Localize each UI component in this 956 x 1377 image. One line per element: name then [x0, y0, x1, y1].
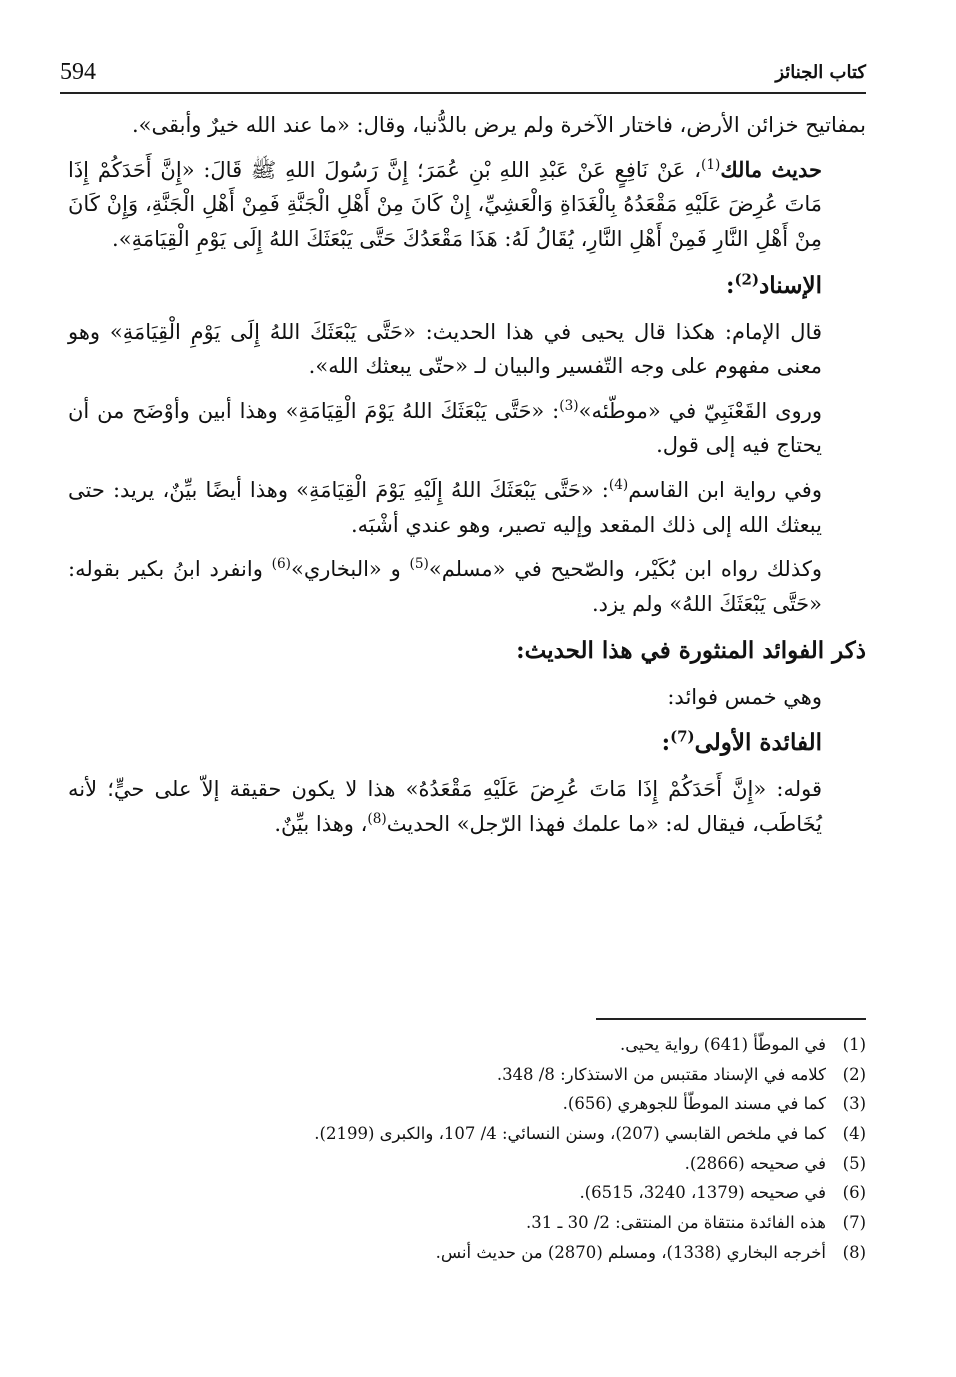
footnote-ref: (1) — [701, 156, 721, 173]
paragraph-4: وروى القَعْنَبِيّ في «موطّئه»$^{(3)}$: «حَتَّى يَبْعَثَكَ اللهُ يَوْمَ الْقِيَامَةِ» وهذا أبين وأوْضَح من أن يحتاج فيه إلى قول. — [68, 397, 822, 458]
footnote: (8) أخرجه البخاري (1338)، ومسلم (2870) من حديث أنس. — [435, 1242, 866, 1262]
hadith-lead: حديث مالك — [720, 156, 822, 182]
paragraph-5: وفي رواية ابن القاسم$^{(4)}$: «حَتَّى يَبْعَثَكَ اللهُ إِلَيْهِ يَوْمَ الْقِيَامَةِ» وهذا أيضًا بيِّنٌ، يريد: حتى يبعثك الله إلى ذلك المقعد وإليه تصير، وهو عندي أشْبَه. — [68, 477, 822, 537]
heading-first-benefit: الفائدة الأولى$^{(7)}$: — [661, 727, 822, 757]
footnote-ref: (5) — [409, 556, 429, 573]
hadith-text: ، عَنْ نَافِعٍ عَنْ عَبْدِ اللهِ بْنِ عُمَرَ؛ إِنَّ رَسُولَ اللهِ ﷺ قَالَ: «إِنَّ أَحَدَكُمْ إِذَا مَاتَ عُرِضَ عَلَيْهِ مَقْعَدُهُ بِالْغَدَاةِ وَالْعَشِيِّ، إِنْ كَانَ مِنْ أَهْلِ الْجَنَّةِ فَمِنْ أَهْلِ الْجَنَّةِ، وَإِنْ كَانَ مِنْ أَهْلِ النَّارِ فَمِنْ أَهْلِ النَّارِ، يُقَالُ لَهُ: هَذَا مَقْعَدُكَ حَتَّى يَبْعَثَكَ اللهُ إِلَى يَوْمِ الْقِيَامَةِ». — [68, 157, 822, 251]
footnote: (3) كما في مسند الموطّأ للجوهري (656). — [562, 1094, 866, 1114]
heading-fawaid: ذكر الفوائد المنثورة في هذا الحديث: — [516, 636, 866, 664]
footnotes — [68, 1030, 866, 1268]
paragraph-8: قوله: «إِنَّ أَحَدَكُمْ إِذَا مَاتَ عُرِضَ عَلَيْهِ مَقْعَدُهُ» هذا لا يكون حقيقة إلاّ على حيٍّ؛ لأنه يُخَاطَب، فيقال له: «ما علمك فهذا الرّجل» الحديث$^{(8)}$، وهذا بيِّنٌ. — [68, 777, 822, 836]
paragraph-7: وهي خمس فوائد: — [667, 684, 822, 709]
main-text — [68, 108, 866, 851]
footnote-ref: (6) — [271, 556, 291, 573]
paragraph-6: وكذلك رواه ابن بُكَيْر، والصّحيح في «مسلم»$^{(5)}$ و «البخاري»$^{(6)}$ وانفرد ابنُ بكير بقوله: «حَتَّى يَبْعَثَكَ اللهُ» ولم يزد. — [68, 556, 822, 616]
footnote: (5) في صحيحه (2866). — [684, 1153, 866, 1173]
page-header — [60, 52, 866, 94]
hadith-paragraph — [68, 153, 866, 257]
running-title: كتاب الجنائز — [775, 61, 866, 83]
footnote-ref: (7) — [670, 727, 695, 746]
footnote-ref: (2) — [734, 269, 760, 288]
paragraph-1: بمفاتيح خزائن الأرض، فاختار الآخرة ولم يرض بالدُّنيا، وقال: «ما عند الله خيرٌ وأبقى». — [131, 113, 866, 137]
footnote-divider — [596, 1018, 866, 1020]
footnote: (1) في الموطّأ (641) رواية يحيى. — [619, 1035, 866, 1054]
footnote-ref: (3) — [559, 397, 579, 414]
footnote: (7) هذه الفائدة منتقاة من المنتقى: 2/ 30 ـ 31. — [526, 1213, 866, 1233]
footnote-ref: (8) — [367, 810, 387, 827]
paragraph-3: قال الإمام: هكذا قال يحيى في هذا الحديث: «حَتَّى يَبْعَثَكَ اللهُ إِلَى يَوْمِ الْقِيَامَةِ» وهو معنى مفهوم على وجه التّفسير والبيان لـ «حتّى يبعثك الله». — [68, 319, 822, 379]
page-number: 594 — [60, 58, 96, 85]
footnote: (4) كما في ملخص القابسي (207)، وسنن النسائي: 4/ 107، والكبرى (2199). — [314, 1124, 866, 1144]
footnote-ref: (4) — [608, 477, 629, 494]
footnote: (2) كلامه في الإسناد مقتبس من الاستذكار: 8/ 348. — [496, 1064, 866, 1084]
heading-isnad: الإسناد$^{(2)}$: — [725, 269, 822, 299]
footnote: (6) في صحيحه (1379، 3240، 6515). — [579, 1183, 866, 1203]
